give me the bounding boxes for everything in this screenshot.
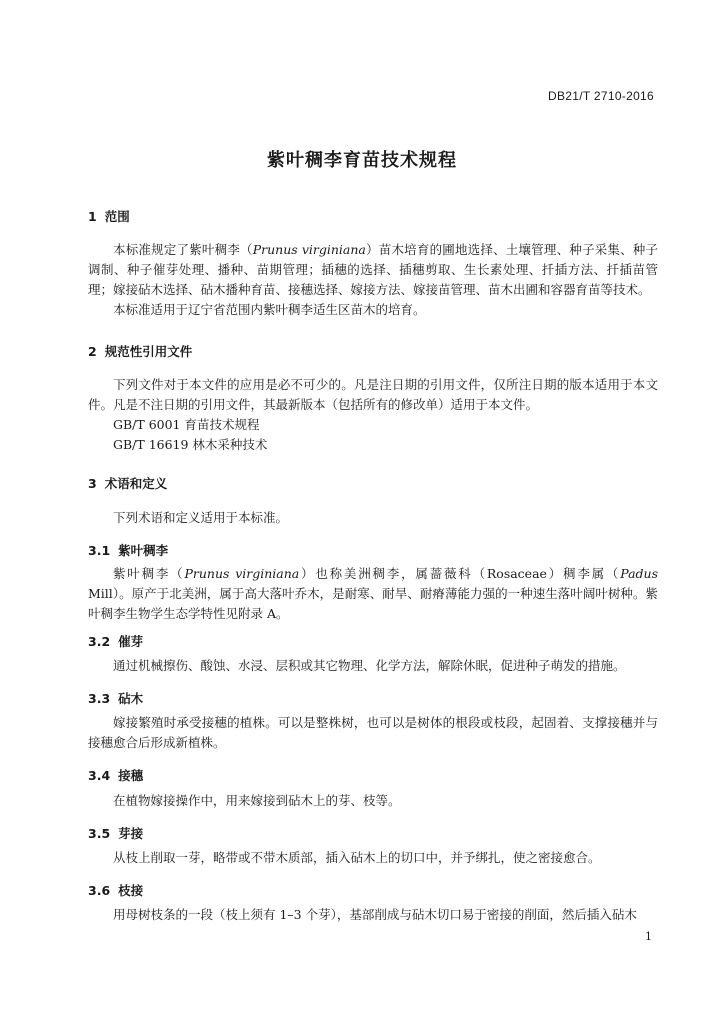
term-definition: 从枝上削取一芽，略带或不带木质部，插入砧木上的切口中，并予绑扎，使之密接愈合。 xyxy=(113,850,601,865)
latin-name: Padus xyxy=(620,566,658,581)
term-number: 3.6 xyxy=(88,883,111,898)
term-heading-3-4 xyxy=(88,766,143,784)
normative-references-paragraph: 下列文件对于本文件的应用是必不可少的。凡是注日期的引用文件，仅所注日期的版本适用于本文件。凡是不注日期的引用文件，其最新版本（包括所有的修改单）适用于本文件。 xyxy=(88,377,658,412)
term-heading-3-3 xyxy=(88,689,143,707)
text-run: 本标准规定了紫叶稠李（ xyxy=(113,242,253,257)
term-title: 紫叶稠李 xyxy=(118,543,169,558)
standard-code: DB21/T 2710-2016 xyxy=(548,89,654,103)
term-heading-3-1 xyxy=(88,541,168,559)
latin-name: Prunus virginiana xyxy=(184,566,300,581)
term-number: 3.3 xyxy=(88,691,111,706)
reference-item: GB/T 16619 林木采种技术 xyxy=(113,437,268,452)
term-title: 接穗 xyxy=(118,768,144,783)
term-title: 催芽 xyxy=(118,634,144,649)
page-number: 1 xyxy=(645,930,652,943)
term-number: 3.5 xyxy=(88,826,111,841)
document-title: 紫叶稠李育苗技术规程 xyxy=(267,150,457,171)
section-title: 范围 xyxy=(104,209,130,224)
term-title: 枝接 xyxy=(118,883,144,898)
applicability-paragraph: 本标准适用于辽宁省范围内紫叶稠李适生区苗木的培育。 xyxy=(113,302,426,317)
terms-intro-paragraph: 下列术语和定义适用于本标准。 xyxy=(113,510,289,525)
section-title: 术语和定义 xyxy=(104,476,168,491)
section-heading-3 xyxy=(88,474,167,492)
term-heading-3-6 xyxy=(88,881,143,899)
scope-paragraph xyxy=(88,240,658,300)
term-definition: 在植物嫁接操作中，用来嫁接到砧木上的芽、枝等。 xyxy=(113,793,401,808)
text-run: ）苗木培育的圃地选择、土壤管理、种子采集、种子调制、种子催芽处理、播种、苗期管理；插穗的选择、插穗剪取、生长素处理、扦插方法、扦插苗管理；嫁接砧木选择、砧木播种育苗、接穗选择、嫁接方法、嫁接苗管理、苗木出圃和容器育苗等技术。 xyxy=(88,242,658,297)
section-number: 2 xyxy=(88,344,97,359)
term-number: 3.1 xyxy=(88,543,111,558)
section-number: 3 xyxy=(88,476,97,491)
term-title: 芽接 xyxy=(118,826,144,841)
section-heading-2 xyxy=(88,342,192,360)
text-run: 紫叶稠李（ xyxy=(113,566,185,581)
text-run: Mill）。原产于北美洲，属于高大落叶乔木，是耐寒、耐旱、耐瘠薄能力强的一种速生落叶阔叶树种。紫叶稠李生物学生态学特性见附录 A。 xyxy=(88,586,658,621)
term-heading-3-2 xyxy=(88,632,143,650)
section-title: 规范性引用文件 xyxy=(104,344,193,359)
term-number: 3.4 xyxy=(88,768,111,783)
term-definition xyxy=(88,564,658,624)
term-title: 砧木 xyxy=(118,691,144,706)
reference-item: GB/T 6001 育苗技术规程 xyxy=(113,417,260,432)
term-definition: 用母树枝条的一段（枝上须有 1–3 个芽），基部削成与砧木切口易于密接的削面，然后插入砧木 xyxy=(113,907,637,922)
text-run: ）也称美洲稠李，属蔷薇科（Rosaceae）稠李属（ xyxy=(299,566,621,581)
section-number: 1 xyxy=(88,209,97,224)
term-number: 3.2 xyxy=(88,634,111,649)
term-heading-3-5 xyxy=(88,824,143,842)
latin-name: Prunus virginiana xyxy=(252,242,366,257)
section-heading-1 xyxy=(88,207,130,225)
term-definition: 通过机械擦伤、酸蚀、水浸、层积或其它物理、化学方法，解除休眠，促进种子萌发的措施。 xyxy=(113,658,626,673)
term-definition: 嫁接繁殖时承受接穗的植株。可以是整株树，也可以是树体的根段或枝段，起固着、支撑接穗并与接穗愈合后形成新植株。 xyxy=(88,715,658,750)
